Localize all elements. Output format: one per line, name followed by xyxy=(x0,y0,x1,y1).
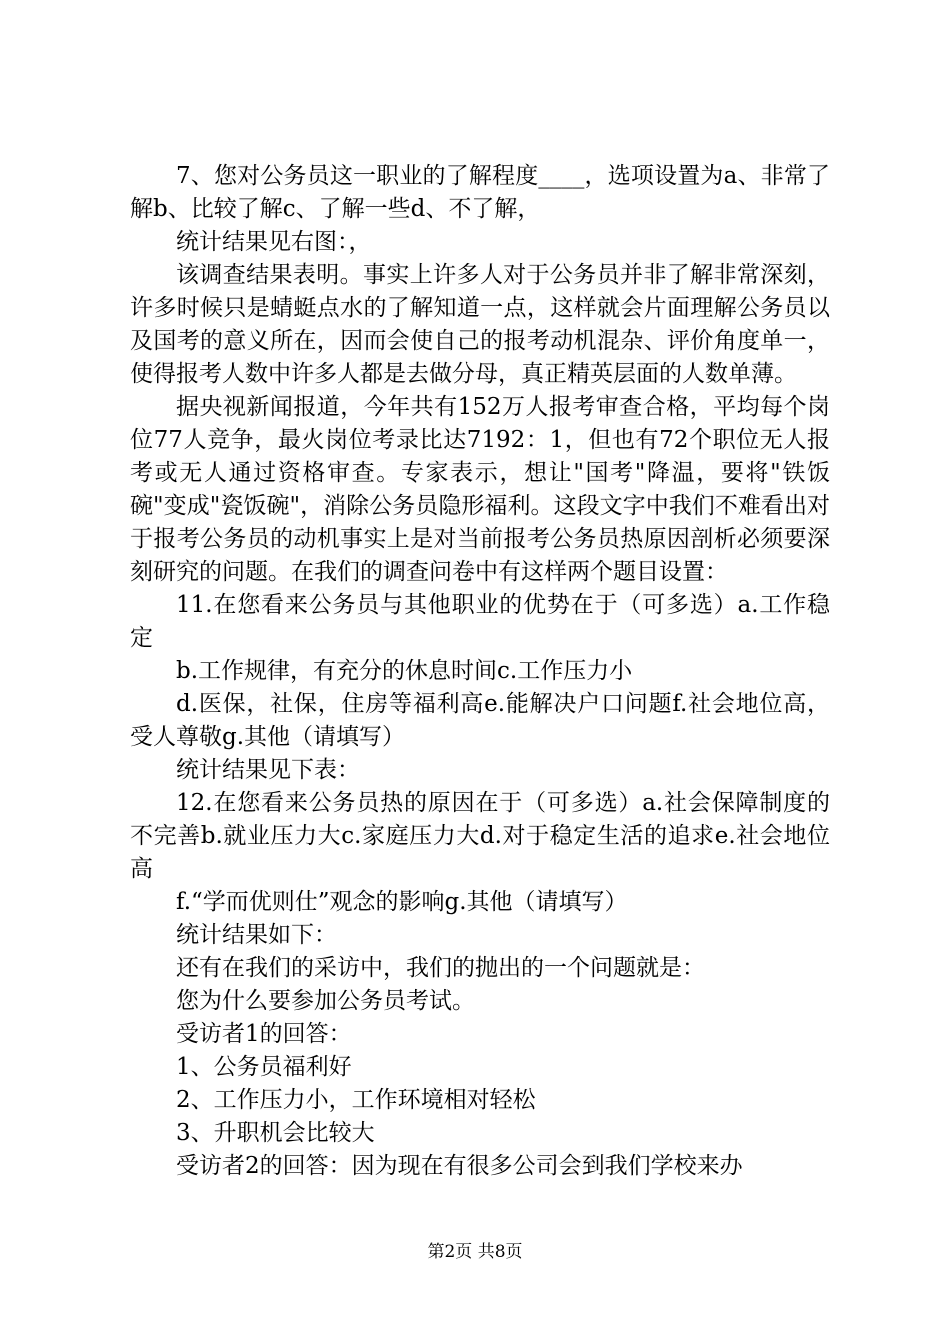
paragraph-q11-options-b: b.工作规律，有充分的休息时间c.工作压力小 xyxy=(176,658,633,684)
paragraph-q11: 11.在您看来公务员与其他职业的优势在于（可多选）a.工作稳定 xyxy=(130,592,830,651)
list-item-answer-1: 1、公务员福利好 xyxy=(176,1054,352,1080)
paragraph-q11-result: 统计结果见下表： xyxy=(176,757,360,783)
paragraph-interview-intro: 还有在我们的采访中，我们的抛出的一个问题就是： xyxy=(176,955,705,981)
paragraph-q12-options-f: f.“学而优则仕”观念的影响g.其他（请填写） xyxy=(176,889,628,915)
paragraph-q7: 7、您对公务员这一职业的了解程度____，选项设置为a、非常了解b、比较了解c、了解一些d、不了解， xyxy=(130,163,830,222)
list-item-answer-2: 2、工作压力小，工作环境相对轻松 xyxy=(176,1087,536,1113)
paragraph-news-report: 据央视新闻报道，今年共有152万人报考审查合格，平均每个岗位77人竞争，最火岗位考录比达7192：1，但也有72个职位无人报考或无人通过资格审查。专家表示，想让"国考"降温，要将"铁饭碗"变成"瓷饭碗"，消除公务员隐形福利。这段文字中我们不难看出对于报考公务员的动机事实上是对当前报考公务员热原因剖析必须要深刻研究的问题。在我们的调查问卷中有这样两个题目设置： xyxy=(130,394,830,585)
paragraph-q12-result: 统计结果如下： xyxy=(176,922,337,948)
paragraph-analysis: 该调查结果表明。事实上许多人对于公务员并非了解非常深刻，许多时候只是蜻蜓点水的了解知道一点，这样就会片面理解公务员以及国考的意义所在，因而会使自己的报考动机混杂、评价角度单一，使得报考人数中许多人都是去做分母，真正精英层面的人数单薄。 xyxy=(130,262,830,387)
page-number-footer: 第2页 共8页 xyxy=(427,1242,523,1262)
paragraph-interviewee-2: 受访者2的回答：因为现在有很多公司会到我们学校来办 xyxy=(176,1153,743,1179)
document-body xyxy=(130,160,830,1183)
paragraph-interview-question: 您为什么要参加公务员考试。 xyxy=(176,988,475,1014)
paragraph-q12: 12.在您看来公务员热的原因在于（可多选）a.社会保障制度的不完善b.就业压力大c.家庭压力大d.对于稳定生活的追求e.社会地位高 xyxy=(130,790,830,882)
paragraph-q11-options-d: d.医保，社保，住房等福利高e.能解决户口问题f.社会地位高，受人尊敬g.其他（请填写） xyxy=(130,691,830,750)
paragraph-interviewee-1: 受访者1的回答： xyxy=(176,1021,352,1047)
paragraph-q7-result: 统计结果见右图：， xyxy=(176,229,372,255)
list-item-answer-3: 3、升职机会比较大 xyxy=(176,1120,375,1146)
